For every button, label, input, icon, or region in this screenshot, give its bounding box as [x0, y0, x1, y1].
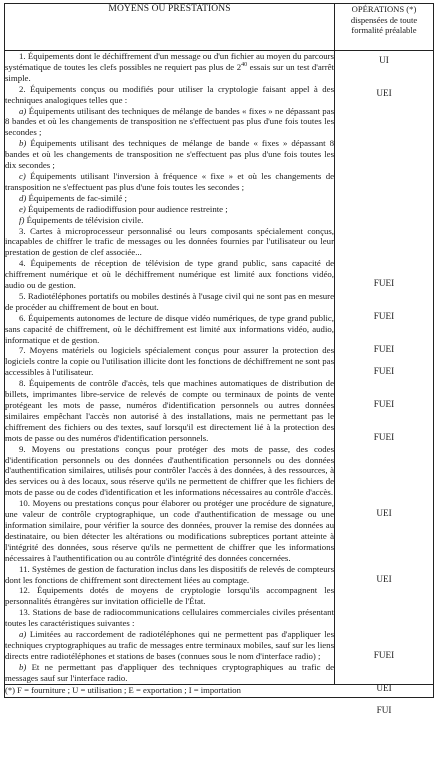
operation-code: UEI [376, 683, 392, 693]
paragraph-prefix: a) [19, 105, 27, 116]
paragraph-prefix: e) [19, 203, 26, 214]
paragraph-2d [5, 193, 334, 204]
paragraph-text: Équipements utilisant des techniques de mélange de bande « fixes » dépassant 8 bandes et où les changements de transposition ne s'effectuent pas plus d'une fois toutes les dix secondes ; [5, 138, 334, 171]
paragraph-2c [5, 171, 334, 193]
paragraph-prefix: 4. [19, 258, 26, 269]
paragraph-2f [5, 215, 334, 226]
paragraph-6 [5, 313, 334, 346]
operation-code: UEI [376, 88, 392, 98]
paragraph-prefix: b) [19, 138, 27, 149]
paragraph-2e [5, 204, 334, 215]
operation-code: FUEI [373, 344, 395, 354]
paragraph-text: Équipements autonomes de lecture de disque vidéo numériques, de type grand public, sans capacité de chiffrement, où le déchiffrement est limité aux informations vidéo, audio, informatique et de gestion. [5, 312, 335, 345]
paragraph-text: Systèmes de gestion de facturation inclus dans les dispositifs de relevés de compteurs dont les fonctions de chiffrement sont directement liées au comptage. [5, 563, 335, 585]
paragraph-2 [5, 84, 334, 106]
paragraph-text: Équipements conçus ou modifiés pour utiliser la cryptologie faisant appel à des techniques analogiques telles que : [5, 83, 334, 105]
paragraph-prefix: 2. [19, 83, 26, 94]
paragraph-8 [5, 378, 334, 443]
paragraph-text-suffix: essais sur un test d'arrêt simple. [5, 61, 334, 83]
operation-code: UEI [376, 508, 392, 518]
paragraph-9 [5, 444, 334, 499]
operation-code: FUEI [373, 650, 395, 660]
moyens-cell [5, 51, 335, 685]
paragraph-text: Stations de base de radiocommunications cellulaires commerciales civiles présentant toutes les caractéristiques suivantes : [5, 607, 335, 629]
regulation-table [4, 3, 434, 715]
paragraph-2b [5, 138, 334, 171]
paragraph-7 [5, 345, 334, 378]
header-moyens: MOYENS OU PRESTATIONS [5, 4, 335, 51]
paragraph-prefix: 11. [19, 563, 30, 574]
paragraph-13 [5, 607, 334, 629]
operations-cell [335, 51, 434, 715]
paragraph-13b [5, 662, 334, 684]
paragraph-2a [5, 106, 334, 139]
paragraph-prefix: 9. [19, 443, 26, 454]
paragraph-prefix: c) [19, 170, 26, 181]
table-body-row [5, 51, 434, 685]
paragraph-prefix: 5. [19, 290, 26, 301]
header-operations: OPÉRATIONS (*) dispensées de toute formalité préalable [335, 4, 434, 51]
operation-code: FUEI [373, 432, 395, 442]
paragraph-prefix: 8. [19, 378, 26, 389]
paragraph-12 [5, 585, 334, 607]
operation-code: FUEI [373, 399, 395, 409]
paragraph-text: Moyens ou prestations conçus pour protéger des mots de passe, des codes d'identification personnels ou des données d'authentification personnels ou des données d'authentification similaires, utilisés pour contrôler l'accès à des données, à des ressources, à des services ou à des locaux, sous réserve qu'ils ne permettent de chiffrer que les fichiers de mots de passe ou de codes d'identification et les informations nécessaires au contrôle d'accès. [5, 443, 334, 498]
paragraph-text: Équipements de fac-similé ; [28, 192, 127, 203]
paragraph-text: Équipements de télévision civile. [26, 214, 144, 225]
paragraph-text: Équipements dont le déchiffrement d'un message ou d'un fichier au moyen du parcours systématique de toutes les clefs possibles ne requiert pas plus de 2 [5, 51, 334, 72]
paragraph-prefix: 10. [19, 498, 30, 509]
paragraph-text: Équipements de réception de télévision de type grand public, sans capacité de chiffrement numérique et où le déchiffrement numérique est limité aux fonctions vidéo, audio ou de gestion. [5, 258, 334, 291]
footnote: (*) F = fourniture ; U = utilisation ; E = exportation ; I = importation [5, 684, 434, 697]
paragraph-text: Équipements utilisant des techniques de mélange de bandes « fixes » ne dépassant pas 8 bandes et où les changements de transposition ne s'effectuent pas plus d'une fois toutes les secondes ; [5, 105, 335, 138]
paragraph-prefix: f) [19, 214, 25, 225]
operation-code: FUI [376, 705, 392, 715]
paragraph-10 [5, 498, 334, 563]
paragraph-prefix: 12. [19, 585, 30, 596]
paragraph-4 [5, 258, 334, 291]
paragraph-text: Équipements de radiodiffusion pour audience restreinte ; [28, 203, 228, 214]
paragraph-prefix: 1. [19, 51, 26, 61]
paragraph-prefix: a) [19, 629, 27, 640]
exponent: 40 [241, 61, 248, 68]
paragraph-text: Équipements utilisant l'inversion à fréquence « fixe » et où les changements de transposition ne s'effectuent pas plus d'une fois toutes les secondes ; [5, 170, 334, 192]
operation-code: UI [379, 55, 389, 65]
paragraph-3 [5, 226, 334, 259]
paragraph-text: Moyens matériels ou logiciels spécialement conçus pour assurer la protection des logiciels contre la copie ou l'utilisation illicite dont les fonctions de déchiffrement ne sont pas accessibles à l'utilisateur. [5, 345, 334, 378]
paragraph-prefix: 3. [19, 225, 26, 236]
paragraph-5 [5, 291, 334, 313]
operation-code: FUEI [373, 311, 395, 321]
operation-code: FUEI [373, 366, 395, 376]
paragraph-11 [5, 564, 334, 586]
paragraph-text: Équipements de contrôle d'accès, tels que machines automatiques de distribution de billets, imprimantes libre-service de relevés de compte ou terminaux de points de vente protégeant les mots de passe, numéros d'identification personnels ou autres données similaires empêchant l'accès non autorisé à des installations, mais ne permettant pas le chiffrement des fichiers ou des textes, sauf lorsqu'il est directement lié à la protection des mots de passe ou des numéros d'identification personnels. [5, 378, 334, 443]
paragraph-text: Limitées au raccordement de radiotéléphones qui ne permettent pas d'appliquer les techniques cryptographiques au trafic de messages entre terminaux mobiles, sauf sur les liens directs entre radiotéléphones et stations de bases (connues sous le nom d'interface radio) ; [5, 629, 335, 661]
paragraph-text: Et ne permettant pas d'appliquer des techniques cryptographiques au trafic de messages sauf sur l'interface radio. [5, 661, 334, 683]
paragraph-prefix: b) [19, 661, 27, 672]
paragraph-1 [5, 51, 334, 84]
operation-code: UEI [376, 574, 392, 584]
paragraph-text: Équipements dotés de moyens de cryptologie lorsqu'ils accompagnent les personnalités étrangères sur invitation officielle de l'État. [5, 585, 334, 607]
paragraph-13a [5, 629, 334, 662]
paragraph-prefix: d) [19, 192, 27, 203]
paragraph-text: Moyens ou prestations conçus pour élaborer ou protéger une procédure de signature, une valeur de contrôle cryptographique, un code d'authentification de message ou une information similaire, pour vérifier la source des données, prouver la remise des données au destinataire, ou bien détecter les altérations ou modifications subreptices portant atteinte à l'intégrité des données, sous réserve qu'ils ne permettent de chiffrer que les informations nécessaires à l'authentification ou au contrôle d'intégrité des données concernées. [5, 498, 335, 563]
paragraph-prefix: 6. [19, 312, 26, 323]
paragraph-prefix: 7. [19, 345, 26, 356]
operation-code: FUEI [373, 278, 395, 288]
paragraph-text: Cartes à microprocesseur personnalisé ou leurs composants spécialement conçus, incapables de chiffrer le trafic de messages ou les données fournies par l'utilisateur ou leur prestation de gestion de clef associée... [5, 225, 334, 258]
paragraph-text: Radiotéléphones portatifs ou mobiles destinés à l'usage civil qui ne sont pas en mesure de procéder au chiffrement de bout en bout. [5, 290, 334, 312]
table-header-row [5, 4, 434, 51]
paragraph-prefix: 13. [19, 607, 30, 618]
